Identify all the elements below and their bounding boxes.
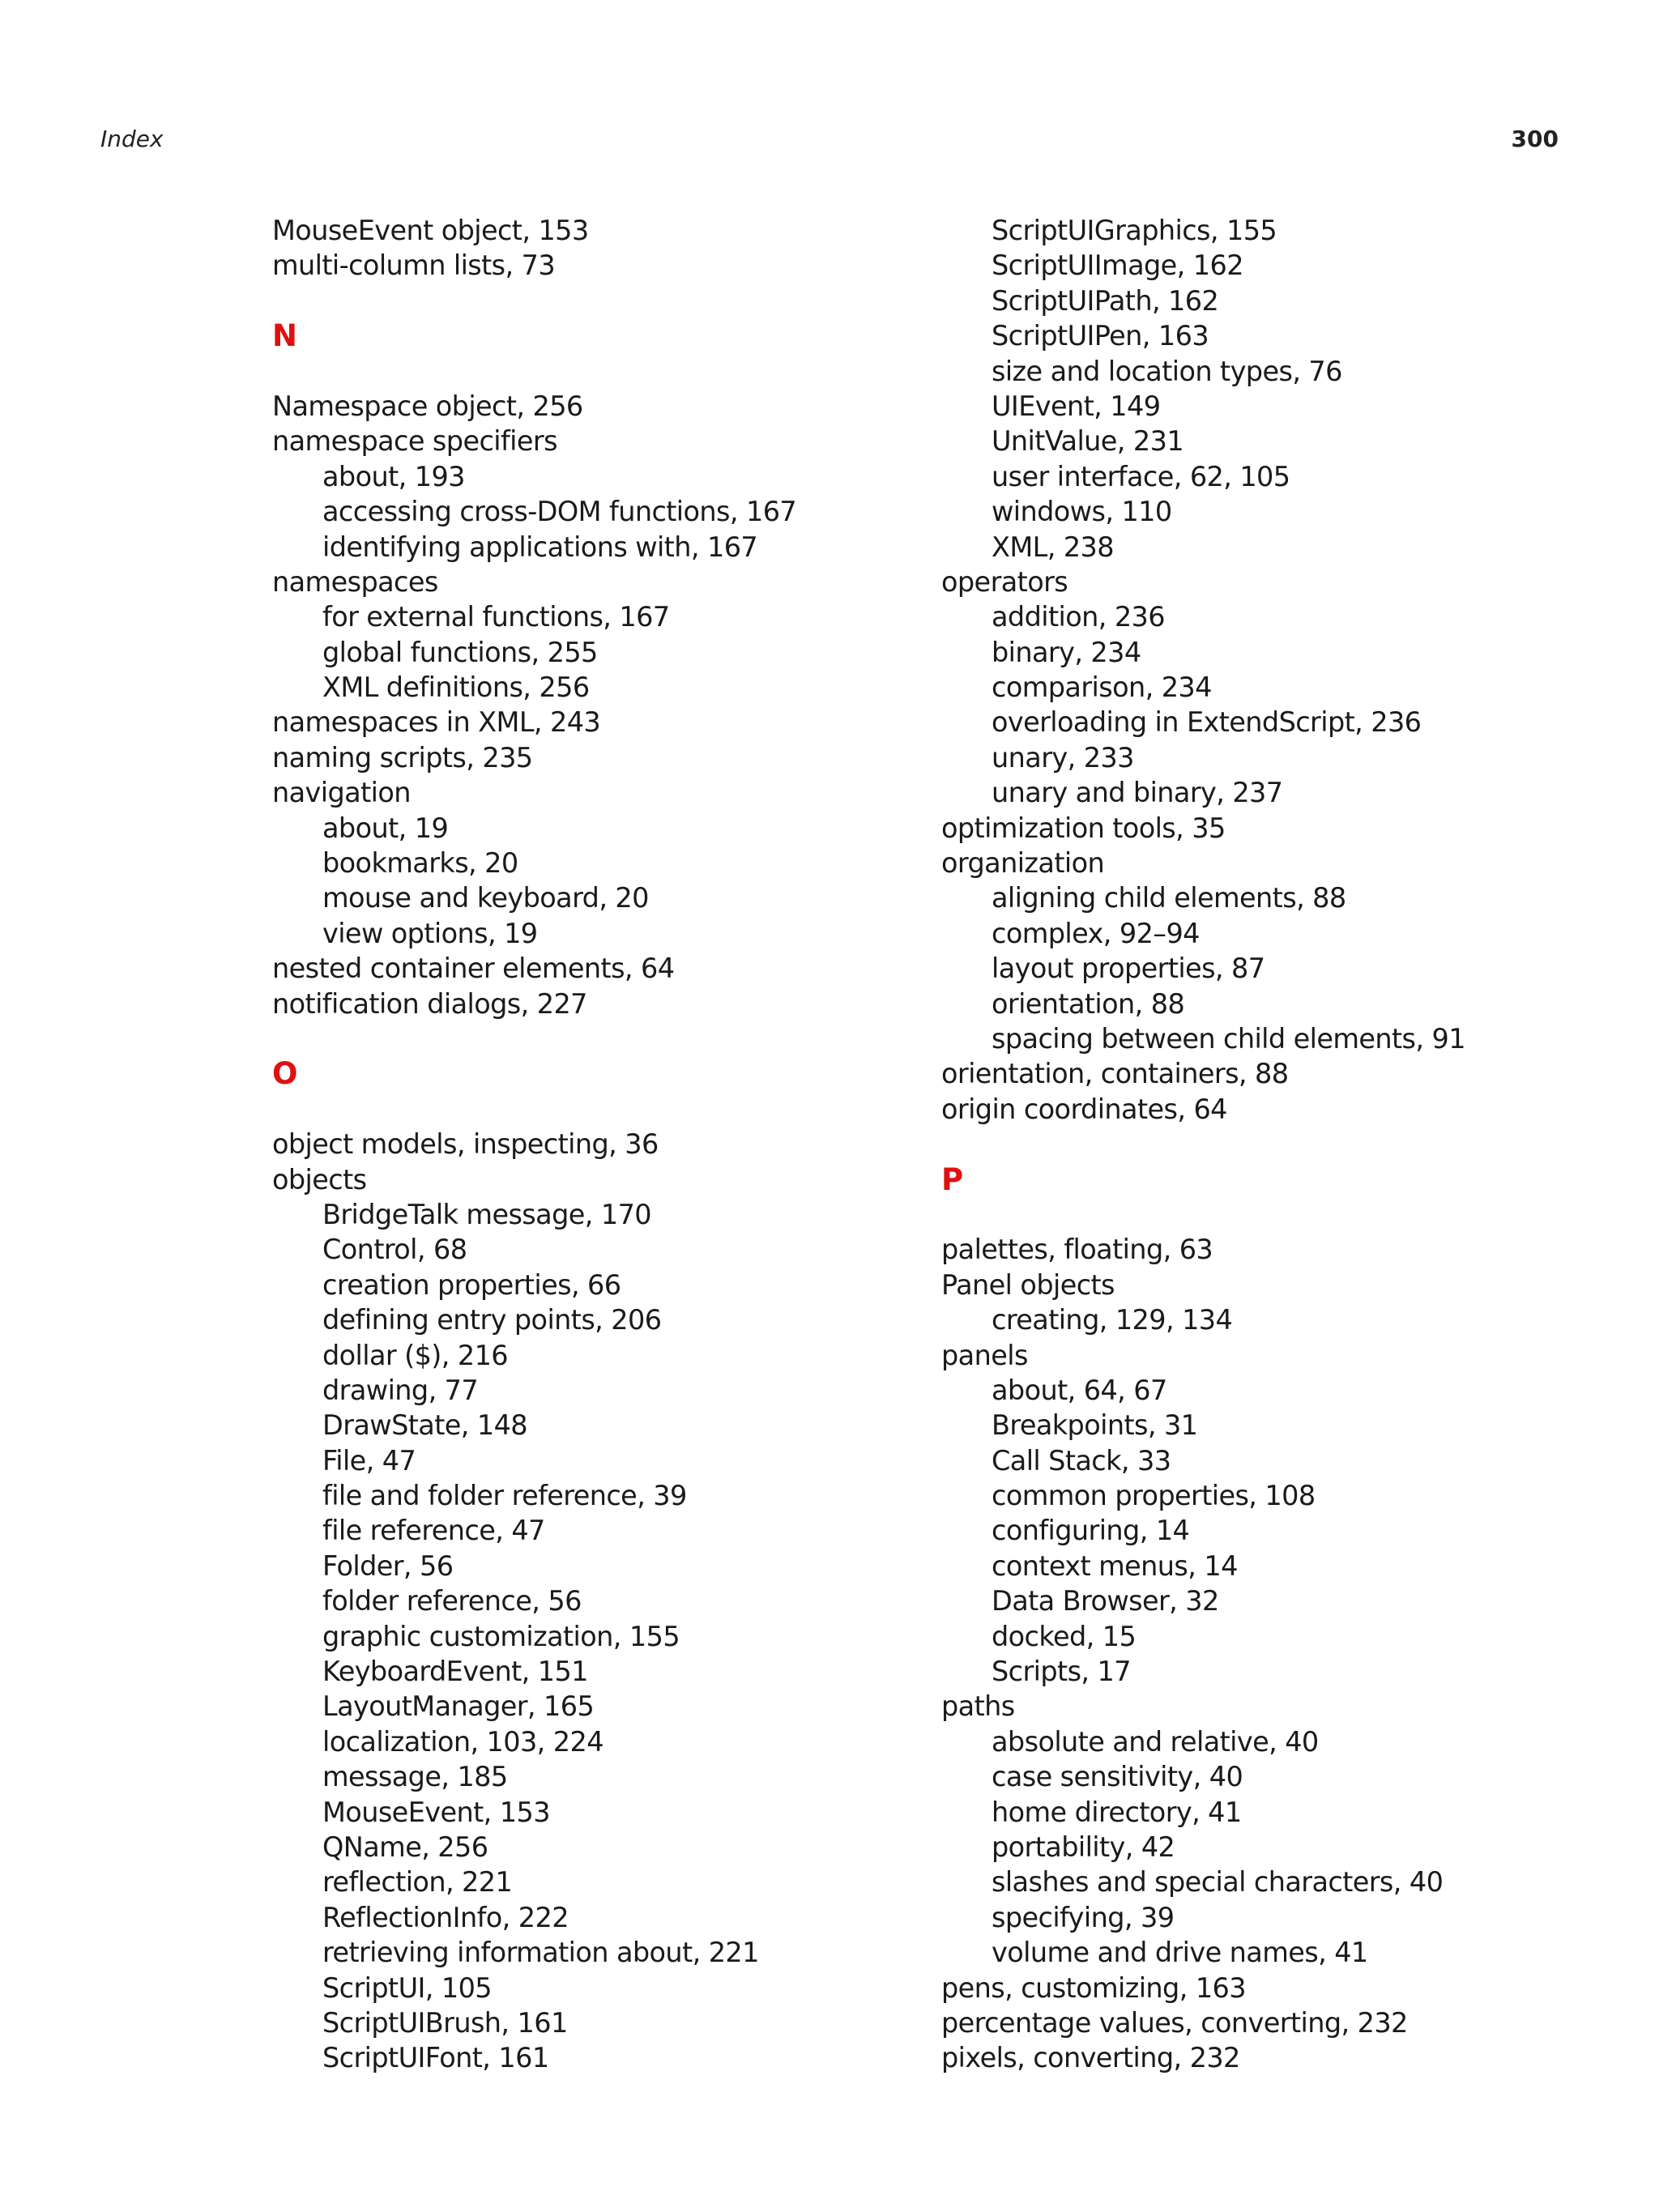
index-subentry: unary, 233 (992, 741, 1134, 774)
index-subentry: comparison, 234 (992, 671, 1212, 704)
index-subentry: binary, 234 (992, 636, 1141, 668)
index-entry: Panel objects (941, 1268, 1115, 1301)
index-subentry: XML, 238 (992, 531, 1114, 563)
index-subentry: file reference, 47 (322, 1515, 545, 1547)
index-subentry: portability, 42 (992, 1831, 1175, 1863)
index-subentry: ScriptUIPen, 163 (992, 320, 1209, 352)
index-subentry: UnitValue, 231 (992, 425, 1184, 458)
index-subentry: specifying, 39 (992, 1901, 1175, 1933)
index-subentry: about, 64, 67 (992, 1374, 1167, 1406)
index-subentry: layout properties, 87 (992, 953, 1265, 985)
index-subentry: volume and drive names, 41 (992, 1937, 1368, 1969)
index-column-right (941, 213, 1589, 2076)
index-subentry: File, 47 (322, 1444, 416, 1477)
index-entry: pens, customizing, 163 (941, 1971, 1246, 2004)
index-subentry: home directory, 41 (992, 1796, 1242, 1828)
index-letter-heading: N (272, 318, 297, 354)
index-entry: optimization tools, 35 (941, 812, 1226, 844)
index-subentry: ScriptUI, 105 (322, 1971, 493, 2004)
index-subentry: localization, 103, 224 (322, 1725, 603, 1758)
index-entry: operators (941, 565, 1068, 598)
index-entry: namespaces in XML, 243 (272, 706, 601, 739)
index-subentry: orientation, 88 (992, 987, 1185, 1020)
index-entry: naming scripts, 235 (272, 741, 533, 774)
index-letter-heading: O (272, 1056, 298, 1092)
index-entry: MouseEvent object, 153 (272, 215, 589, 246)
index-subentry: addition, 236 (992, 601, 1165, 633)
index-entry: origin coordinates, 64 (941, 1093, 1227, 1125)
index-subentry: size and location types, 76 (992, 355, 1342, 387)
index-subentry: complex, 92–94 (992, 917, 1200, 949)
index-entry: percentage values, converting, 232 (941, 2006, 1408, 2039)
index-subentry: dollar ($), 216 (322, 1339, 509, 1371)
index-subentry: QName, 256 (322, 1831, 488, 1863)
index-entry: orientation, containers, 88 (941, 1058, 1289, 1090)
index-subentry: file and folder reference, 39 (322, 1480, 687, 1512)
index-subentry: aligning child elements, 88 (992, 882, 1346, 914)
index-subentry: LayoutManager, 165 (322, 1690, 595, 1723)
index-column-left (272, 213, 920, 2076)
running-header (100, 126, 1559, 158)
index-entry: objects (272, 1163, 367, 1196)
index-subentry: case sensitivity, 40 (992, 1761, 1243, 1793)
index-subentry: Folder, 56 (322, 1549, 454, 1582)
index-entry: nested container elements, 64 (272, 953, 675, 985)
index-subentry: defining entry points, 206 (322, 1304, 662, 1336)
index-subentry: accessing cross-DOM functions, 167 (322, 496, 797, 528)
index-subentry: view options, 19 (322, 917, 538, 949)
index-subentry: ScriptUIBrush, 161 (322, 2006, 568, 2039)
index-subentry: windows, 110 (992, 496, 1172, 528)
index-subentry: about, 193 (322, 460, 465, 492)
index-subentry: ScriptUIFont, 161 (322, 2042, 549, 2074)
index-subentry: DrawState, 148 (322, 1409, 528, 1442)
index-subentry: Data Browser, 32 (992, 1585, 1219, 1617)
index-subentry: context menus, 14 (992, 1549, 1238, 1582)
index-subentry: ScriptUIGraphics, 155 (992, 215, 1277, 246)
index-subentry: drawing, 77 (322, 1374, 479, 1406)
index-subentry: retrieving information about, 221 (322, 1937, 759, 1969)
index-entry: namespaces (272, 565, 438, 598)
index-entry: pixels, converting, 232 (941, 2042, 1240, 2074)
index-subentry: user interface, 62, 105 (992, 460, 1290, 492)
index-subentry: UIEvent, 149 (992, 390, 1161, 422)
index-entry: navigation (272, 777, 411, 809)
index-letter-heading: P (941, 1161, 964, 1197)
index-subentry: bookmarks, 20 (322, 847, 518, 880)
index-subentry: Control, 68 (322, 1234, 467, 1266)
index-subentry: Scripts, 17 (992, 1656, 1131, 1688)
index-entry: palettes, floating, 63 (941, 1234, 1213, 1266)
index-subentry: absolute and relative, 40 (992, 1725, 1319, 1758)
index-subentry: configuring, 14 (992, 1515, 1190, 1547)
index-subentry: ScriptUIPath, 162 (992, 284, 1219, 317)
index-subentry: mouse and keyboard, 20 (322, 882, 649, 914)
index-subentry: Breakpoints, 31 (992, 1409, 1198, 1442)
index-entry: namespace specifiers (272, 425, 557, 458)
index-subentry: BridgeTalk message, 170 (322, 1198, 651, 1230)
index-entry: panels (941, 1339, 1028, 1371)
index-subentry: spacing between child elements, 91 (992, 1022, 1465, 1055)
index-subentry: message, 185 (322, 1761, 508, 1793)
index-subentry: KeyboardEvent, 151 (322, 1656, 588, 1688)
index-subentry: about, 19 (322, 812, 449, 844)
index-subentry: XML definitions, 256 (322, 671, 590, 704)
index-subentry: Call Stack, 33 (992, 1444, 1171, 1477)
index-entry: notification dialogs, 227 (272, 987, 587, 1020)
index-entry: Namespace object, 256 (272, 390, 583, 422)
index-subentry: identifying applications with, 167 (322, 531, 758, 563)
index-subentry: common properties, 108 (992, 1480, 1316, 1512)
page-number: 300 (1511, 126, 1559, 152)
index-subentry: ReflectionInfo, 222 (322, 1901, 569, 1933)
index-subentry: reflection, 221 (322, 1866, 513, 1899)
index-subentry: creation properties, 66 (322, 1268, 621, 1301)
index-subentry: unary and binary, 237 (992, 777, 1283, 809)
index-subentry: ScriptUIImage, 162 (992, 249, 1243, 282)
index-entry: organization (941, 847, 1105, 880)
index-subentry: for external functions, 167 (322, 601, 670, 633)
index-entry: multi-column lists, 73 (272, 249, 556, 282)
index-subentry: docked, 15 (992, 1620, 1137, 1652)
index-subentry: MouseEvent, 153 (322, 1796, 550, 1828)
index-subentry: folder reference, 56 (322, 1585, 582, 1617)
index-subentry: overloading in ExtendScript, 236 (992, 706, 1422, 739)
section-name: Index (100, 126, 164, 152)
index-entry: object models, inspecting, 36 (272, 1128, 659, 1161)
index-subentry: slashes and special characters, 40 (992, 1866, 1444, 1899)
index-subentry: graphic customization, 155 (322, 1620, 680, 1652)
index-entry: paths (941, 1690, 1015, 1723)
index-subentry: global functions, 255 (322, 636, 598, 668)
index-subentry: creating, 129, 134 (992, 1304, 1233, 1336)
